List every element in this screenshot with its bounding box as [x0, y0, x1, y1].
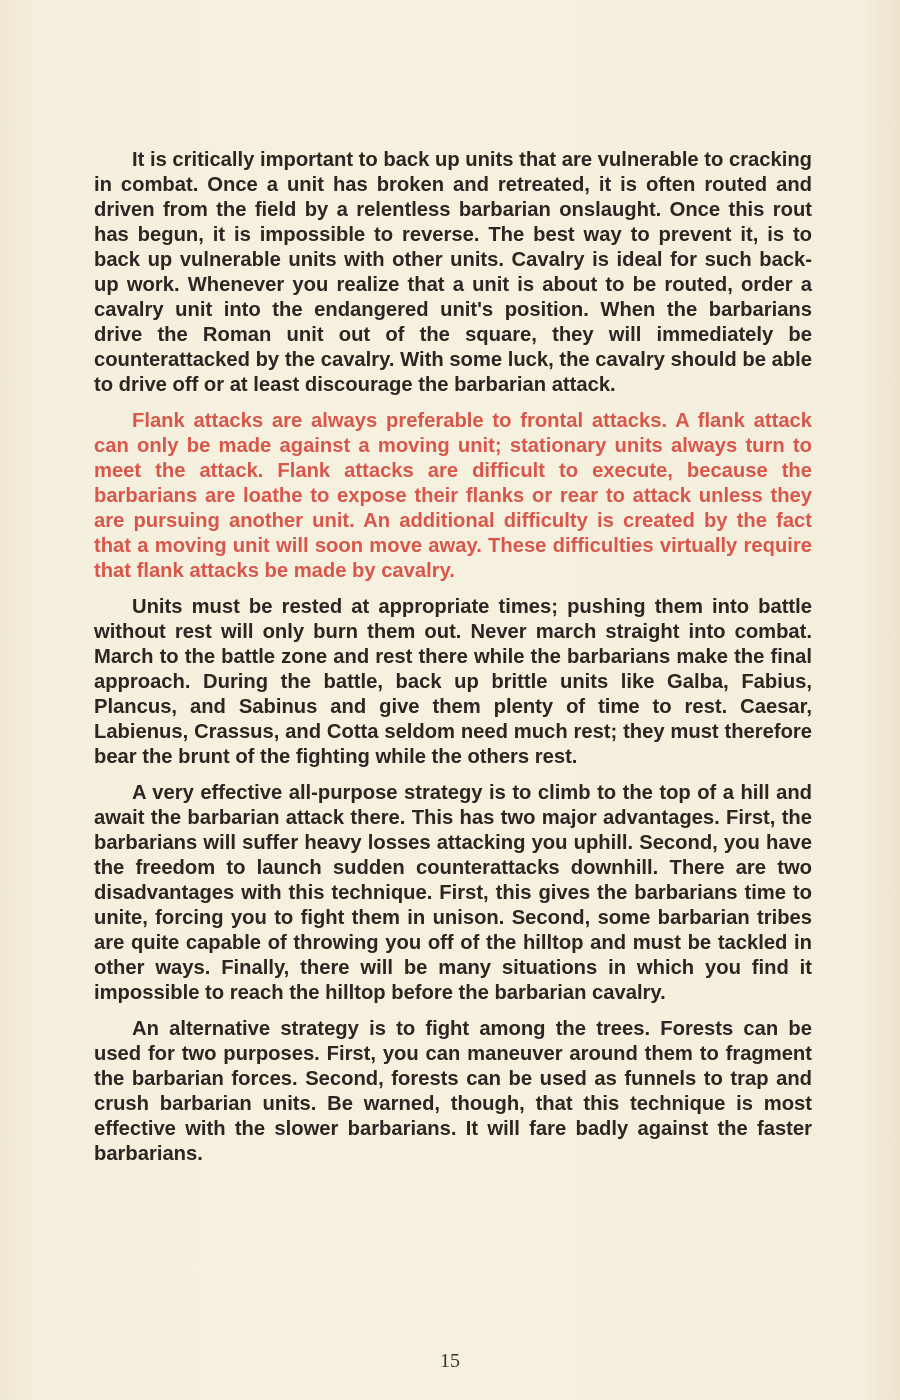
- paragraph-hilltop-strategy: A very effective all-purpose strategy is to climb to the top of a hill and await the barbarian attack there. This has two major advantages. First, the barbarians will suffer heavy losses attacking you uphill. Second, you have the freedom to launch sudden counterattacks downhill. There are two disadvantages with this technique. First, this gives the barbarians time to unite, forcing you to fight them in unison. Second, some barbarian tribes are quite capable of throwing you off of the hilltop and must be tackled in other ways. Finally, there will be many situations in which you find it impossible to reach the hilltop before the barbarian cavalry.: [94, 782, 812, 1004]
- paragraph-forest-strategy: An alternative strategy is to fight among the trees. Forests can be used for two purposes. First, you can maneuver around them to fragment the barbarian forces. Second, forests can be used as funnels to trap and crush barbarian units. Be warned, though, that this technique is most effective with the slower barbarians. It will fare badly against the faster barbarians.: [94, 1018, 812, 1165]
- paragraph-resting-units: Units must be rested at appropriate times; pushing them into battle without rest will only burn them out. Never march straight into combat. March to the battle zone and rest there while the barbarians make the final approach. During the battle, back up brittle units like Galba, Fabius, Plancus, and Sabinus and give them plenty of time to rest. Caesar, Labienus, Crassus, and Cotta seldom need much rest; they must therefore bear the brunt of the fighting while the others rest.: [94, 596, 812, 768]
- body-text: [94, 148, 812, 1178]
- paragraph-flank-attacks: Flank attacks are always preferable to frontal attacks. A flank attack can only be made against a moving unit; stationary units always turn to meet the attack. Flank attacks are difficult to execute, because the barbarians are loathe to expose their flanks or rear to attack unless they are pursuing another unit. An additional difficulty is created by the fact that a moving unit will soon move away. These difficulties virtually require that flank attacks be made by cavalry.: [94, 410, 812, 582]
- page-number: 15: [440, 1350, 460, 1372]
- paragraph-backup-units: It is critically important to back up units that are vulnerable to cracking in combat. Once a unit has broken and retreated, it is often routed and driven from the field by a relentless barbarian onslaught. Once this rout has begun, it is impossible to reverse. The best way to prevent it, is to back up vulnerable units with other units. Cavalry is ideal for such back-up work. Whenever you realize that a unit is about to be routed, order a cavalry unit into the endangered unit's position. When the barbarians drive the Roman unit out of the square, they will immediately be counterattacked by the cavalry. With some luck, the cavalry should be able to drive off or at least discourage the barbarian attack.: [94, 149, 812, 396]
